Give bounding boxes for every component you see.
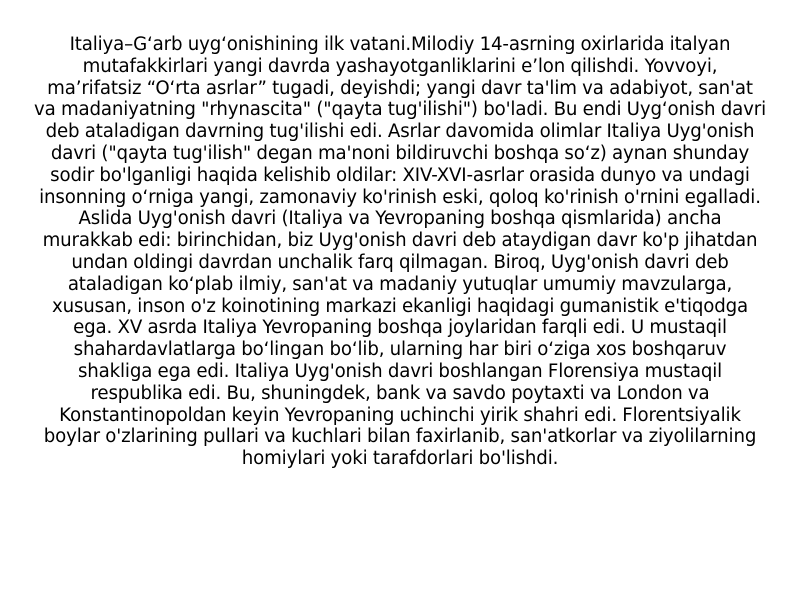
body-paragraph: Italiya–G‘arb uyg‘onishining ilk vatani.Milodiy 14-asrning oxirlarida italyan mutafakkirlari yangi davrda yashayotganliklarini e’lon qilishdi. Yovvoyi, ma’rifatsiz “O‘rta asrlar” tugadi, deyishdi; yangi davr ta'lim va adabiyot, san'at va madaniyatning "rhynascita" ("qayta tug'ilishi") bo'ladi. Bu endi Uyg‘onish davri deb ataladigan davrning tug'ilishi edi. Asrlar davomida olimlar Italiya Uyg'onish davri ("qayta tug'ilish" degan ma'noni bildiruvchi boshqa so‘z) aynan shunday sodir bo'lganligi haqida kelishib oldilar: XIV-XVI-asrlar orasida dunyo va undagi insonning o‘rniga yangi, zamonaviy ko'rinish eski, qoloq ko'rinish o'rnini egalladi. Aslida Uyg'onish davri (Italiya va Yevropaning boshqa qismlarida) ancha murakkab edi: birinchidan, biz Uyg'onish davri deb ataydigan davr ko'p jihatdan undan oldingi davrdan unchalik farq qilmagan. Biroq, Uyg'onish davri deb ataladigan ko‘plab ilmiy, san'at va madaniy yutuqlar umumiy mavzularga, xususan, inson o'z koinotining markazi ekanligi haqidagi gumanistik e'tiqodga ega. XV asrda Italiya Yevropaning boshqa joylaridan farqli edi. U mustaqil shahardavlatlarga bo‘lingan bo‘lib, ularning har biri o‘ziga xos boshqaruv shakliga ega edi. Italiya Uyg'onish davri boshlangan Florensiya mustaqil respublika edi. Bu, shuningdek, bank va savdo poytaxti va London va Konstantinopoldan keyin Yevropaning uchinchi yirik shahri edi. Florentsiyalik boylar o'zlarining pullari va kuchlari bilan faxirlanib, san'atkorlar va ziyolilarning homiylari yoki tarafdorlari bo'lishdi. [34,34,767,470]
